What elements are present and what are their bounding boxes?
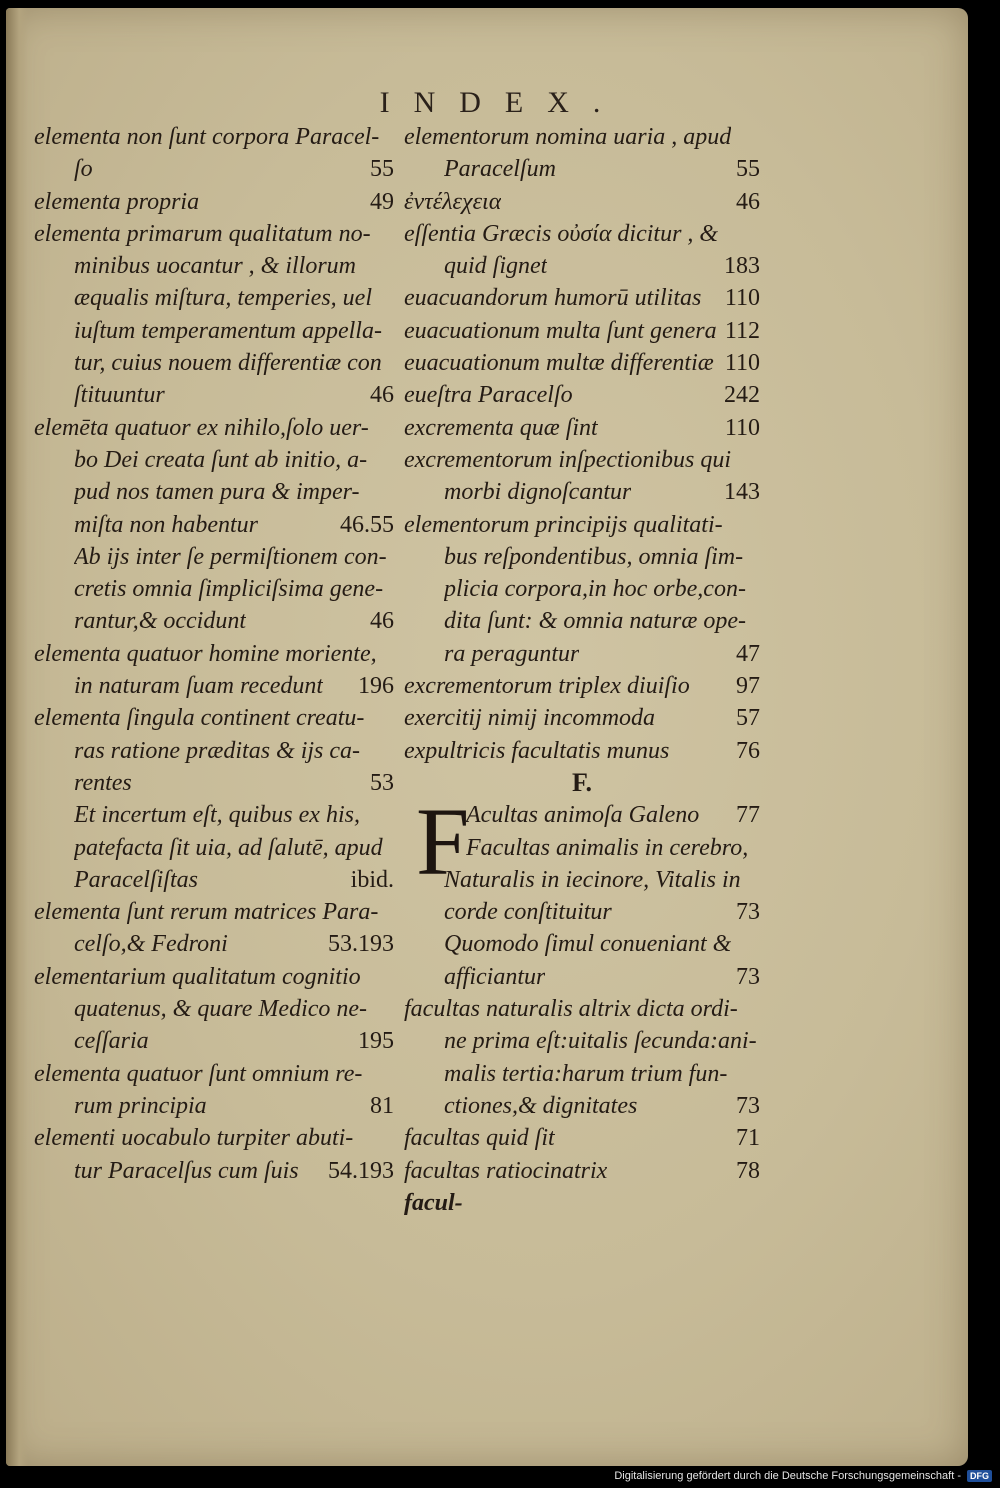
index-page-ref: 49 — [370, 188, 394, 215]
index-entry-text: exercitij nimij incommoda — [404, 705, 656, 732]
index-entry-line — [404, 282, 760, 314]
index-page-ref: 73 — [736, 1092, 760, 1119]
index-entry-text: elementa primarum qualitatum no- — [34, 220, 371, 247]
index-page-ref: 46 — [370, 382, 394, 409]
index-entry-text: in naturam ſuam recedunt — [74, 673, 324, 700]
index-entry-line — [34, 1122, 394, 1154]
index-entry-line — [34, 767, 394, 799]
index-entry-line — [34, 121, 394, 153]
index-entry-text: Naturalis in iecinore, Vitalis in — [444, 866, 741, 893]
index-entry-text: elementi uocabulo turpiter abuti- — [34, 1125, 354, 1152]
index-entry-text: iuſtum temperamentum appella- — [74, 317, 382, 344]
index-entry-text: facultas quid ſit — [404, 1125, 555, 1152]
index-entry-line — [404, 379, 760, 411]
index-entry-line — [34, 605, 394, 637]
index-entry-line — [34, 993, 394, 1025]
index-entry-text: plicia corpora,in hoc orbe,con- — [444, 576, 746, 603]
index-entry-text: elementarium qualitatum cognitio — [34, 963, 361, 990]
index-entry-line — [34, 928, 394, 960]
index-page-ref: 53.193 — [328, 931, 394, 958]
index-entry-line — [34, 735, 394, 767]
index-page-ref: 97 — [736, 673, 760, 700]
index-page-ref: ibid. — [350, 866, 394, 893]
index-entry-line — [34, 896, 394, 928]
index-page-ref: 76 — [736, 737, 760, 764]
index-entry-line — [34, 379, 394, 411]
index-entry-line — [34, 444, 394, 476]
index-entry-line — [404, 121, 760, 153]
index-entry-text: bus reſpondentibus, omnia ſim- — [444, 543, 744, 570]
index-entry-text: ἐντέλεχεια — [404, 188, 502, 215]
index-entry-text: facultas naturalis altrix dicta ordi- — [404, 996, 738, 1023]
index-entry-line — [34, 282, 394, 314]
index-entry-line — [404, 347, 760, 379]
index-entry-text: elementa non ſunt corpora Paracel- — [34, 124, 380, 150]
index-entries-e — [404, 121, 760, 767]
index-entry-text: excrementa quæ ſint — [404, 414, 598, 441]
index-entry-line — [34, 961, 394, 993]
index-entry-line — [404, 509, 760, 541]
index-page-ref: 57 — [736, 705, 760, 732]
index-entry-line — [404, 896, 760, 928]
index-entry-text: tur Paracelſus cum ſuis — [74, 1157, 299, 1184]
index-entry-line — [404, 153, 760, 185]
index-entry-line — [404, 573, 760, 605]
index-entry-line — [404, 993, 760, 1025]
index-entry-line — [404, 218, 760, 250]
index-entry-line — [404, 476, 760, 508]
catchword: facul- — [404, 1189, 463, 1216]
index-entry-line — [404, 1155, 760, 1187]
book-page — [6, 8, 968, 1466]
index-entry-text: excrementorum inſpectionibus qui — [404, 446, 732, 473]
index-entry-text: rentes — [74, 769, 132, 796]
index-page-ref: 143 — [724, 479, 760, 506]
index-entry-line — [34, 1058, 394, 1090]
index-entry-text: morbi dignoſcantur — [444, 479, 632, 506]
index-entry-text: ceſſaria — [74, 1028, 149, 1055]
index-entry-text: Acultas animoſa Galeno — [466, 802, 700, 829]
index-entry-line — [404, 186, 760, 218]
index-page-ref: 81 — [370, 1092, 394, 1119]
index-entry-line — [34, 670, 394, 702]
index-page-ref: 46 — [370, 608, 394, 635]
index-entry-line — [34, 476, 394, 508]
index-entry-line — [34, 832, 394, 864]
index-entry-text: elementorum nomina uaria , apud — [404, 124, 732, 150]
index-entry-line — [404, 1090, 760, 1122]
index-entry-line — [34, 702, 394, 734]
index-page-ref: 55 — [736, 156, 760, 183]
index-entry-line — [404, 412, 760, 444]
index-entry-text: cretis omnia ſimpliciſsima gene- — [74, 576, 384, 603]
index-entry-text: patefacta ſit uia, ad ſalutē, apud — [74, 834, 383, 861]
index-page-ref: 73 — [736, 963, 760, 990]
index-entry-line — [34, 412, 394, 444]
index-entry-text: miſta non habentur — [74, 511, 258, 538]
index-entry-text: pud nos tamen pura & imper- — [74, 479, 360, 506]
index-entry-line — [34, 186, 394, 218]
index-entry-line — [34, 315, 394, 347]
index-page-ref: 242 — [724, 382, 760, 409]
index-entry-line — [404, 928, 760, 960]
index-page-ref: 73 — [736, 899, 760, 926]
index-column-left — [34, 121, 394, 1187]
index-entry-text: ſtituuntur — [74, 382, 165, 409]
index-page-ref: 195 — [358, 1028, 394, 1055]
index-entry-text: elementa quatuor ſunt omnium re- — [34, 1060, 363, 1087]
index-column-right — [404, 121, 760, 1219]
index-entry-line — [34, 1090, 394, 1122]
index-entry-text: excrementorum triplex diuiſio — [404, 673, 690, 700]
index-entry-text: eueſtra Paracelſo — [404, 382, 573, 409]
index-entry-text: bo Dei creata ſunt ab initio, a- — [74, 446, 368, 473]
index-entry-line — [404, 315, 760, 347]
index-entry-line — [34, 347, 394, 379]
index-entry-text: dita ſunt: & omnia naturæ ope- — [444, 608, 746, 635]
index-entries-f — [404, 864, 760, 1187]
index-entry-text: quatenus, & quare Medico ne- — [74, 996, 368, 1023]
section-letter: F. — [572, 767, 592, 797]
index-entry-text: rum principia — [74, 1092, 207, 1119]
index-page-ref: 46.55 — [340, 511, 394, 538]
index-entry-text: euacuandorum humorū utilitas — [404, 285, 702, 312]
index-entry-text: ſo — [74, 156, 93, 183]
index-entry-text: celſo,& Fedroni — [74, 931, 228, 958]
index-entry-text: elemēta quatuor ex nihilo,ſolo uer- — [34, 414, 369, 441]
index-entry-line — [34, 1025, 394, 1057]
index-entry-line — [404, 1122, 760, 1154]
index-page-ref: 110 — [724, 285, 760, 312]
index-entry-text: ctiones,& dignitates — [444, 1092, 638, 1119]
index-entry-text: ne prima eſt:uitalis ſecunda:ani- — [444, 1028, 757, 1055]
index-entry-text: tur, cuius nouem differentiæ con — [74, 350, 382, 377]
index-entry-line — [34, 799, 394, 831]
index-page-ref: 54.193 — [328, 1157, 394, 1184]
index-page-ref: 47 — [736, 640, 760, 667]
index-entry-text: Paracelſiſtas — [74, 866, 198, 893]
index-page-ref: 55 — [370, 156, 394, 183]
index-entry-line — [34, 153, 394, 185]
index-entry-text: euacuationum multa ſunt genera — [404, 317, 717, 344]
index-page-ref: 110 — [724, 414, 760, 441]
running-head: INDEX. — [379, 86, 625, 119]
index-entry-text: Facultas animalis in cerebro, — [466, 834, 749, 861]
index-entry-text: elementa ſunt rerum matrices Para- — [34, 899, 379, 926]
index-page-ref: 183 — [724, 253, 760, 280]
index-entry-line — [34, 638, 394, 670]
index-entry-text: elementa propria — [34, 188, 200, 215]
index-entry-line — [34, 218, 394, 250]
index-entry-line — [404, 1025, 760, 1057]
page-gutter — [6, 8, 28, 1466]
index-page-ref: 112 — [724, 317, 760, 344]
dfg-logo: DFG — [967, 1470, 992, 1482]
index-page-ref: 71 — [736, 1125, 760, 1152]
index-entry-text: rantur,& occidunt — [74, 608, 246, 635]
index-entry-text: elementorum principijs qualitati- — [404, 511, 723, 538]
index-entry-text: expultricis facultatis munus — [404, 737, 670, 764]
index-entry-text: Paracelſum — [444, 156, 556, 183]
index-page-ref: 77 — [736, 802, 760, 829]
index-entry-text: afficiantur — [444, 963, 546, 990]
index-entry-line — [404, 670, 760, 702]
footer-text: Digitalisierung gefördert durch die Deutsche Forschungsgemeinschaft - — [614, 1470, 961, 1482]
index-page-ref: 53 — [370, 769, 394, 796]
index-page-ref: 46 — [736, 188, 760, 215]
index-entry-text: ras ratione præditas & ijs ca- — [74, 737, 361, 764]
index-entry-text: minibus uocantur , & illorum — [74, 253, 357, 280]
index-entry-text: Et incertum eſt, quibus ex his, — [74, 802, 360, 829]
index-entry-line — [404, 541, 760, 573]
index-entry-line — [34, 864, 394, 896]
index-entry-line — [404, 1058, 760, 1090]
index-entry-line — [34, 1155, 394, 1187]
index-entry-text: malis tertia:harum trium fun- — [444, 1060, 728, 1087]
index-entry-text: Ab ijs inter ſe permiſtionem con- — [74, 543, 387, 570]
index-entry-text: corde conſtituitur — [444, 899, 612, 926]
footer — [614, 1468, 992, 1484]
dropcap-letter: F — [416, 788, 470, 896]
index-entry-text: quid ſignet — [444, 253, 548, 280]
index-entry-text: ra peraguntur — [444, 640, 580, 667]
index-entry-text: eſſentia Græcis οὐσία dicitur , & — [404, 220, 719, 247]
index-entry-line — [34, 250, 394, 282]
index-entry-text: euacuationum multæ differentiæ — [404, 350, 714, 377]
index-entry-line — [404, 605, 760, 637]
index-entry-line — [34, 509, 394, 541]
index-entry-text: facultas ratiocinatrix — [404, 1157, 608, 1184]
index-entry-line — [404, 735, 760, 767]
index-entry-line — [404, 961, 760, 993]
index-page-ref: 196 — [358, 673, 394, 700]
index-entry-text: elementa quatuor homine moriente, — [34, 640, 377, 667]
index-entry-text: elementa ſingula continent creatu- — [34, 705, 365, 732]
index-entry-line — [404, 702, 760, 734]
index-entry-line — [404, 444, 760, 476]
index-page-ref: 110 — [724, 350, 760, 377]
index-entry-line — [34, 573, 394, 605]
index-entry-text: Quomodo ſimul conueniant & — [444, 931, 732, 958]
index-page-ref: 78 — [736, 1157, 760, 1184]
index-entry-line — [34, 541, 394, 573]
index-entry-text: æqualis miſtura, temperies, uel — [74, 285, 372, 312]
index-entry-line — [404, 250, 760, 282]
index-entry-line — [404, 638, 760, 670]
